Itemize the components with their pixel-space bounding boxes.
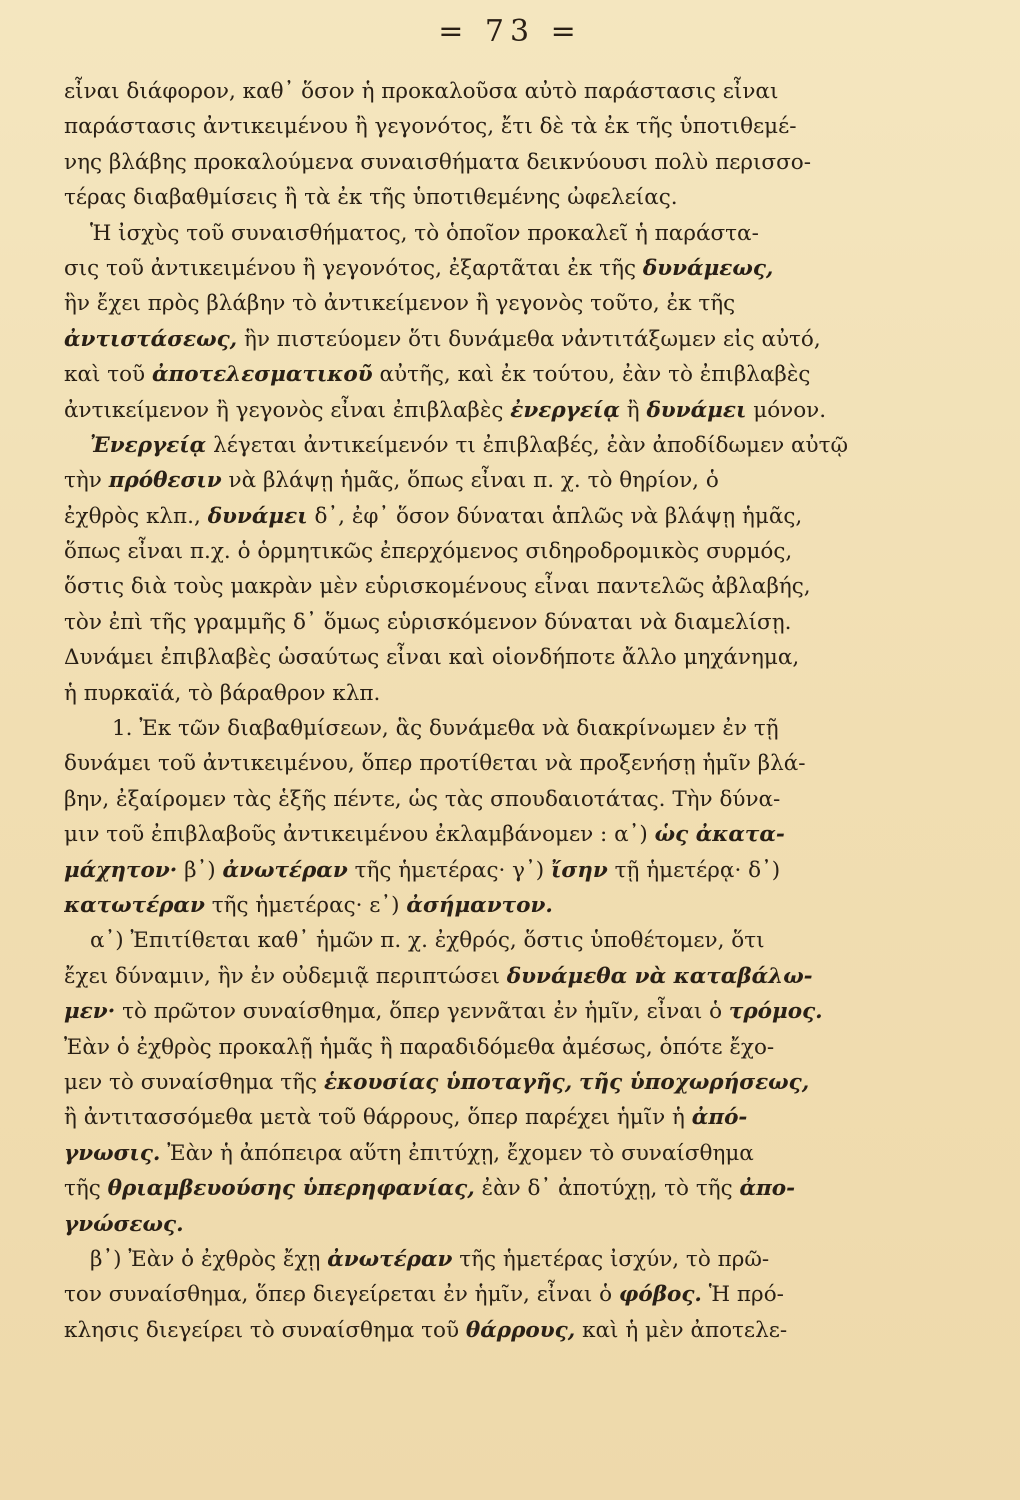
text-line: κλησις διεγείρει τὸ συναίσθημα τοῦ θάρρους, καὶ ἡ μὲν ἀποτελε- <box>64 1317 788 1343</box>
page-number: = 73 = <box>438 14 582 49</box>
text-line: ὅστις διὰ τοὺς μακρὰν μὲν εὑρισκομένους εἶναι παντελῶς ἀβλαβής, <box>64 574 811 600</box>
text-line: τέρας διαβαθμίσεις ἢ τὰ ἐκ τῆς ὑποτιθεμένης ὠφελείας. <box>64 185 678 211</box>
text-line: Δυνάμει ἐπιβλαβὲς ὡσαύτως εἶναι καὶ οἱονδήποτε ἄλλο μηχάνημα, <box>64 645 800 671</box>
text-line: τὴν πρόθεσιν νὰ βλάψῃ ἡμᾶς, ὅπως εἶναι π. χ. τὸ θηρίον, ὁ <box>64 468 719 494</box>
text-line: τῆς θριαμβευούσης ὑπερηφανίας, ἐὰν δ᾽ ἀποτύχῃ, τὸ τῆς ἀπο- <box>64 1176 796 1202</box>
text-line: δυνάμει τοῦ ἀντικειμένου, ὅπερ προτίθεται νὰ προξενήσῃ ἡμῖν βλά- <box>64 751 806 777</box>
text-line: ἀντιστάσεως, ἣν πιστεύομεν ὅτι δυνάμεθα νἀντιτάξωμεν εἰς αὐτό, <box>64 326 821 352</box>
text-line: ἔχει δύναμιν, ἣν ἐν οὐδεμιᾷ περιπτώσει δυνάμεθα νὰ καταβάλω- <box>64 963 813 989</box>
text-line: 1. Ἐκ τῶν διαβαθμίσεων, ἃς δυνάμεθα νὰ διακρίνωμεν ἐν τῇ <box>112 716 779 742</box>
text-line: μάχητον· β᾽) ἀνωτέραν τῆς ἡμετέρας· γ᾽) ἴσην τῇ ἡμετέρᾳ· δ᾽) <box>64 857 781 883</box>
text-line: ἡ πυρκαϊά, τὸ βάραθρον κλπ. <box>64 680 381 706</box>
text-line: Ἡ ἰσχὺς τοῦ συναισθήματος, τὸ ὁποῖον προκαλεῖ ἡ παράστα- <box>90 220 759 246</box>
text-line: ὅπως εἶναι π.χ. ὁ ὁρμητικῶς ἐπερχόμενος σιδηροδρομικὸς συρμός, <box>64 539 793 565</box>
text-line: μιν τοῦ ἐπιβλαβοῦς ἀντικειμένου ἐκλαμβάνομεν : α᾽) ὡς ἀκατα- <box>64 822 785 848</box>
text-line: μεν τὸ συναίσθημα τῆς ἑκουσίας ὑποταγῆς, τῆς ὑποχωρήσεως, <box>64 1069 810 1095</box>
text-line: εἶναι διάφορον, καθ᾽ ὅσον ἡ προκαλοῦσα αὐτὸ παράστασις εἶναι <box>64 79 779 104</box>
text-line: μεν· τὸ πρῶτον συναίσθημα, ὅπερ γεννᾶται ἐν ἡμῖν, εἶναι ὁ τρόμος. <box>64 999 823 1025</box>
text-line: γνωσις. Ἐὰν ἡ ἀπόπειρα αὕτη ἐπιτύχῃ, ἔχομεν τὸ συναίσθημα <box>64 1140 754 1166</box>
text-line: βην, ἐξαίρομεν τὰς ἑξῆς πέντε, ὡς τὰς σπουδαιοτάτας. Τὴν δύνα- <box>64 786 781 812</box>
text-line: ἣν ἔχει πρὸς βλάβην τὸ ἀντικείμενον ἢ γεγονὸς τοῦτο, ἐκ τῆς <box>64 291 736 317</box>
text-line: ἀντικείμενον ἢ γεγονὸς εἶναι ἐπιβλαβὲς ἐνεργείᾳ ἢ δυνάμει μόνον. <box>64 397 827 423</box>
text-line: τὸν ἐπὶ τῆς γραμμῆς δ᾽ ὅμως εὑρισκόμενον δύναται νὰ διαμελίσῃ. <box>64 609 792 635</box>
body-text <box>64 74 864 1348</box>
text-line: Ἐνεργείᾳ λέγεται ἀντικείμενόν τι ἐπιβλαβές, ἐὰν ἀποδίδωμεν αὐτῷ <box>90 432 848 458</box>
text-line: ἐχθρὸς κλπ., δυνάμει δ᾽, ἐφ᾽ ὅσον δύναται ἁπλῶς νὰ βλάψῃ ἡμᾶς, <box>64 503 803 529</box>
text-line: σις τοῦ ἀντικειμένου ἢ γεγονότος, ἐξαρτᾶται ἐκ τῆς δυνάμεως, <box>64 255 774 281</box>
text-line: κατωτέραν τῆς ἡμετέρας· ε᾽) ἀσήμαντον. <box>64 892 553 918</box>
text-line: ἢ ἀντιτασσόμεθα μετὰ τοῦ θάρρους, ὅπερ παρέχει ἡμῖν ἡ ἀπό- <box>64 1105 748 1131</box>
text-line: γνώσεως. <box>64 1211 184 1237</box>
text-line: τον συναίσθημα, ὅπερ διεγείρεται ἐν ἡμῖν, εἶναι ὁ φόβος. Ἡ πρό- <box>64 1282 784 1308</box>
text-line: παράστασις ἀντικειμένου ἢ γεγονότος, ἔτι δὲ τὰ ἐκ τῆς ὑποτιθεμέ- <box>64 114 797 140</box>
text-line: καὶ τοῦ ἀποτελεσματικοῦ αὐτῆς, καὶ ἐκ τούτου, ἐὰν τὸ ἐπιβλαβὲς <box>64 362 811 388</box>
text-line: β᾽) Ἐὰν ὁ ἐχθρὸς ἔχῃ ἀνωτέραν τῆς ἡμετέρας ἰσχύν, τὸ πρῶ- <box>90 1246 770 1272</box>
text-line: νης βλάβης προκαλούμενα συναισθήματα δεικνύουσι πολὺ περισσο- <box>64 149 811 175</box>
text-line: α᾽) Ἐπιτίθεται καθ᾽ ἡμῶν π. χ. ἐχθρός, ὅστις ὑποθέτομεν, ὅτι <box>90 928 765 954</box>
text-line: Ἐὰν ὁ ἐχθρὸς προκαλῇ ἡμᾶς ἢ παραδιδόμεθα ἀμέσως, ὁπότε ἔχο- <box>64 1034 775 1060</box>
